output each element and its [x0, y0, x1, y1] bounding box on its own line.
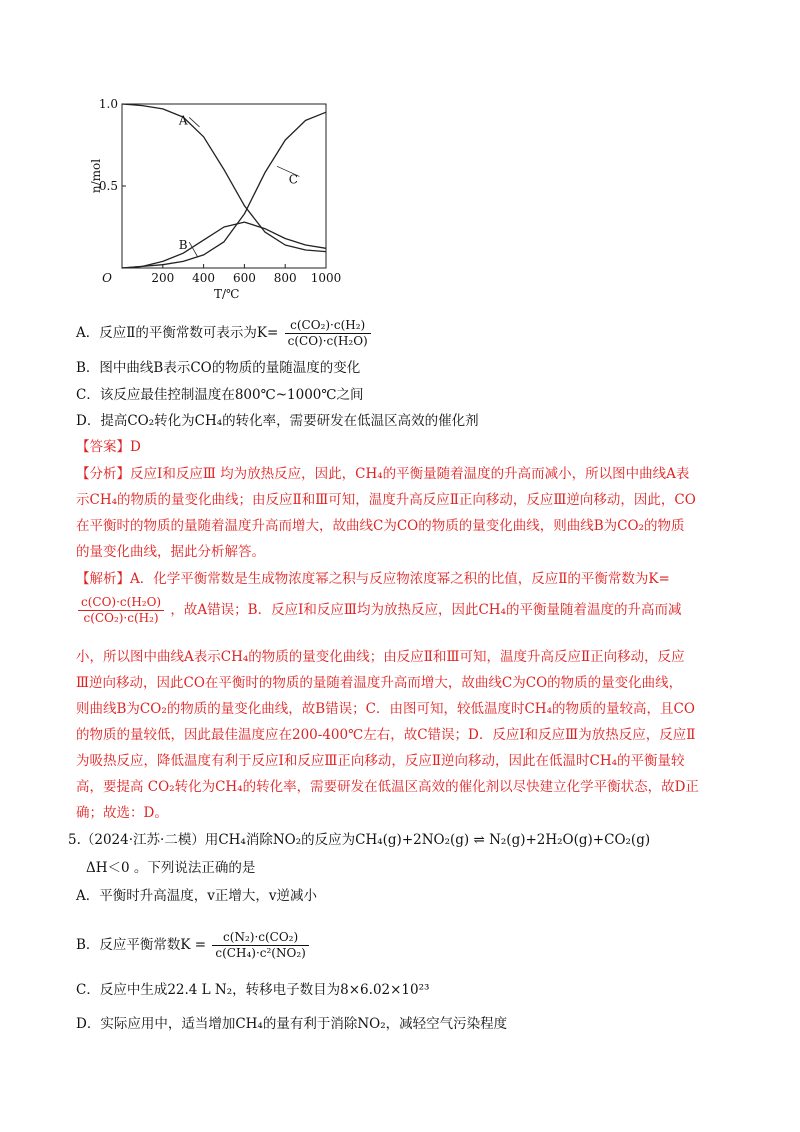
x-tick-label: 400 — [192, 271, 216, 285]
x-tick-label: 1000 — [310, 271, 342, 285]
fraction-denominator: c(CO)·c(H₂O) — [287, 334, 368, 348]
analysis-line-1: 【分析】反应Ⅰ和反应Ⅲ 均为放热反应，因此，CH₄的平衡量随着温度的升高而减小，所以图中曲线A表 — [76, 466, 690, 482]
equilibrium-chart — [86, 92, 346, 302]
explain-line-9: 确；故选：D。 — [76, 805, 168, 821]
explain-line-3: 小，所以图中曲线A表示CH₄的物质的量变化曲线；由反应Ⅱ和Ⅲ可知，温度升高反应Ⅱ正向移动，反应 — [76, 649, 685, 665]
x-tick-label: 800 — [273, 271, 297, 285]
q5-option-b-fraction — [212, 930, 308, 961]
series-label-A: A — [178, 113, 188, 128]
option-a-text: A．反应Ⅱ的平衡常数可表示为K= — [76, 325, 279, 341]
q5-option-d: D．实际应用中，适当增加CH₄的量有利于消除NO₂，减轻空气污染程度 — [76, 1016, 508, 1032]
explain-line-7: 为吸热反应，降低温度有利于反应Ⅰ和反应Ⅲ正向移动，反应Ⅱ逆向移动，因此在低温时CH₄的平衡量较 — [76, 753, 685, 769]
y-tick-label: 1.0 — [98, 97, 118, 111]
explain-fraction — [78, 595, 164, 626]
option-a-fraction — [285, 318, 371, 349]
explain-text: ，故A错误；B．反应Ⅰ和反应Ⅲ均为放热反应，因此CH₄的平衡量随着温度的升高而减 — [170, 602, 682, 618]
y-axis-label: n/mol — [89, 158, 103, 194]
series-label-C: C — [288, 172, 298, 187]
explain-line-1: 【解析】A．化学平衡常数是生成物浓度幂之积与反应物浓度幂之积的比值，反应Ⅱ的平衡常数为K= — [76, 571, 670, 587]
q5-option-c: C．反应中生成22.4 L N₂，转移电子数目为8×6.02×10²³ — [76, 982, 430, 998]
q5-stem: 5.（2024·江苏·二模）用CH₄消除NO₂的反应为CH₄(g)+2NO₂(g) ⇌ N₂(g)+2H₂O(g)+CO₂(g) — [68, 832, 651, 848]
fraction-numerator: c(N₂)·c(CO₂) — [212, 930, 308, 946]
analysis-line-3: 在平衡时的物质的量随着温度升高而增大，故曲线C为CO的物质的量变化曲线，则曲线B为CO₂的物质 — [76, 518, 685, 534]
x-tick-label: 600 — [232, 271, 256, 285]
option-b: B．图中曲线B表示CO的物质的量随温度的变化 — [76, 360, 361, 376]
fraction-numerator: c(CO₂)·c(H₂) — [285, 318, 371, 334]
x-axis-label: T/℃ — [214, 287, 240, 301]
analysis-line-2: 示CH₄的物质的量变化曲线；由反应Ⅱ和Ⅲ可知，温度升高反应Ⅱ正向移动，反应Ⅲ逆向移动，因此，CO — [76, 492, 696, 508]
explain-line-6: 的物质的量较低，因此最佳温度应在200-400℃左右，故C错误；D．反应Ⅰ和反应Ⅲ为放热反应，反应Ⅱ — [76, 727, 696, 743]
explain-line-2 — [76, 595, 681, 626]
x-tick-label: 200 — [151, 271, 175, 285]
q5-option-b-text: B．反应平衡常数K = — [76, 937, 207, 953]
q5-option-a: A．平衡时升高温度，v正增大，v逆减小 — [76, 888, 318, 904]
q5-option-b — [76, 930, 311, 961]
option-a — [76, 318, 373, 349]
option-c: C．该反应最佳控制温度在800℃~1000℃之间 — [76, 387, 364, 403]
y-tick-label: 0.5 — [98, 179, 118, 193]
fraction-denominator: c(CH₄)·c²(NO₂) — [215, 946, 306, 960]
q5-stem-2: ΔH＜0 。下列说法正确的是 — [86, 860, 256, 876]
option-d: D．提高CO₂转化为CH₄的转化率，需要研发在低温区高效的催化剂 — [76, 413, 479, 429]
origin-label: O — [102, 271, 112, 285]
explain-line-5: 则曲线B为CO₂的物质的量变化曲线，故B错误；C．由图可知，较低温度时CH₄的物质的量较高，且CO — [76, 701, 695, 717]
series-leader-A — [189, 117, 199, 127]
series-label-B: B — [178, 238, 188, 253]
fraction-numerator: c(CO)·c(H₂O) — [78, 595, 164, 611]
series-line-C — [122, 112, 326, 268]
series-line-B — [122, 222, 326, 268]
analysis-line-4: 的量变化曲线，据此分析解答。 — [76, 544, 265, 560]
answer: 【答案】D — [76, 439, 141, 455]
fraction-denominator: c(CO₂)·c(H₂) — [83, 611, 159, 625]
explain-line-4: Ⅲ逆向移动，因此CO在平衡时的物质的量随着温度升高而增大，故曲线C为CO的物质的量变化曲线， — [76, 675, 683, 691]
explain-line-8: 高，要提高 CO₂转化为CH₄的转化率，需要研发在低温区高效的催化剂以尽快建立化学平衡状态，故D正 — [76, 779, 699, 795]
